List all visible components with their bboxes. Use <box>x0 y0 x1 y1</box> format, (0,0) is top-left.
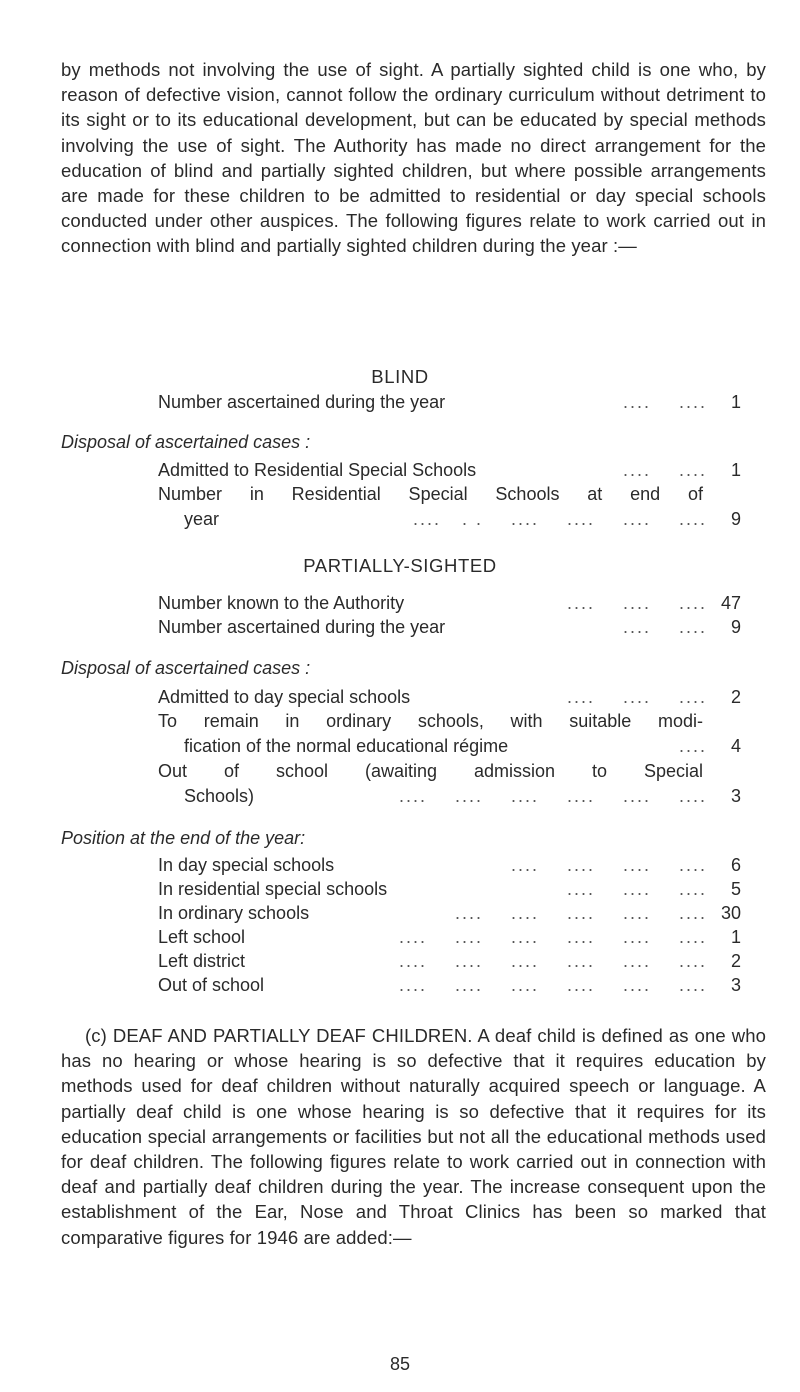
row-value: 6 <box>730 855 741 875</box>
intro-paragraph: by methods not involving the use of sight. A partially sighted child is one who, by reason of defective vision, cannot follow the ordinary curriculum without detriment to its sight or to its educational development, but can be educated by special methods involving the use of sight. The Authority has made no direct arrangement for the education of blind and partially sighted children, but where possible arrangements are made for these children to be admitted to residential or day special schools conducted under other auspices. The following figures relate to work carried out in connection with blind and partially sighted children during the year :— <box>61 59 766 257</box>
row-label: In ordinary schools <box>158 901 313 926</box>
leader-dots: .... .... .... .... .... .... <box>398 786 707 806</box>
position-row <box>158 925 741 950</box>
row-value: 1 <box>730 392 741 412</box>
row-value: 47 <box>720 593 741 613</box>
row-label: Number ascertained during the year <box>158 615 449 640</box>
position-row <box>158 877 741 902</box>
row-value: 3 <box>730 786 741 806</box>
row-label: Number ascertained during the year <box>158 390 449 415</box>
row-label-line2: Schools) <box>184 784 258 809</box>
partially-sighted-heading: PARTIALLY-SIGHTED <box>303 555 497 576</box>
row-value: 5 <box>730 879 741 899</box>
row-label-line1: To remain in ordinary schools, with suitable modi- <box>158 711 703 731</box>
blind-in-residential-row <box>158 482 741 532</box>
leader-dots: .... .... .... .... .... .... <box>398 951 707 971</box>
leader-dots: .... .... <box>622 392 707 412</box>
row-label: Number known to the Authority <box>158 591 408 616</box>
leader-dots: .... <box>678 736 707 756</box>
row-value: 9 <box>730 617 741 637</box>
ps-disposal-heading: Disposal of ascertained cases : <box>61 658 311 678</box>
blind-disposal-heading: Disposal of ascertained cases : <box>61 432 311 452</box>
ps-admitted-day-row <box>158 685 741 710</box>
ps-ascertained-row <box>158 615 741 640</box>
row-label: Left school <box>158 925 249 950</box>
row-label-line2: year <box>184 507 223 532</box>
position-row <box>158 853 741 878</box>
row-label-line1: Out of school (awaiting admission to Special <box>158 761 703 781</box>
position-row <box>158 949 741 974</box>
row-value: 2 <box>730 687 741 707</box>
leader-dots: .... .... <box>622 617 707 637</box>
ps-known-row <box>158 591 741 616</box>
row-label: Admitted to day special schools <box>158 685 414 710</box>
leader-dots: .... .... .... <box>566 879 707 899</box>
leader-dots: .... .... .... <box>566 593 707 613</box>
row-label: Admitted to Residential Special Schools <box>158 458 480 483</box>
row-value: 1 <box>730 460 741 480</box>
position-row <box>158 901 741 926</box>
position-row <box>158 973 741 998</box>
leader-dots: .... . . .... .... .... .... <box>412 509 707 529</box>
blind-heading: BLIND <box>371 366 429 387</box>
row-value: 3 <box>730 975 741 995</box>
row-label: Out of school <box>158 973 268 998</box>
blind-admitted-row <box>158 458 741 483</box>
row-value: 1 <box>730 927 741 947</box>
row-label-line2: fication of the normal educational régime <box>184 734 512 759</box>
row-label: Left district <box>158 949 249 974</box>
deaf-paragraph: (c) DEAF AND PARTIALLY DEAF CHILDREN. A deaf child is defined as one who has no hearing or whose hearing is so defective that it requires education by methods used for deaf children without naturally acquired speech or language. A partially deaf child is one whose hearing is so defective that it requires for its education special arrangements or facilities but not all the educational methods used for deaf children. The following figures relate to work carried out in connection with deaf and partially deaf children during the year. The increase consequent upon the establishment of the Ear, Nose and Throat Clinics has been so marked that comparative figures for 1946 are added:— <box>61 1025 766 1248</box>
blind-ascertained-row <box>158 390 741 415</box>
leader-dots: .... .... .... .... <box>510 855 707 875</box>
leader-dots: .... .... <box>622 460 707 480</box>
leader-dots: .... .... .... .... .... .... <box>398 975 707 995</box>
ps-remain-ordinary-row <box>158 709 741 759</box>
page-number: 85 <box>389 1354 411 1374</box>
row-value: 9 <box>730 509 741 529</box>
row-label: In day special schools <box>158 853 338 878</box>
ps-out-of-school-row <box>158 759 741 809</box>
row-label-line1: Number in Residential Special Schools at end of <box>158 484 703 504</box>
row-value: 2 <box>730 951 741 971</box>
row-label: In residential special schools <box>158 877 391 902</box>
ps-position-heading: Position at the end of the year: <box>61 828 306 848</box>
leader-dots: .... .... .... .... .... <box>454 903 707 923</box>
leader-dots: .... .... .... <box>566 687 707 707</box>
row-value: 4 <box>730 736 741 756</box>
row-value: 30 <box>720 903 741 923</box>
leader-dots: .... .... .... .... .... .... <box>398 927 707 947</box>
